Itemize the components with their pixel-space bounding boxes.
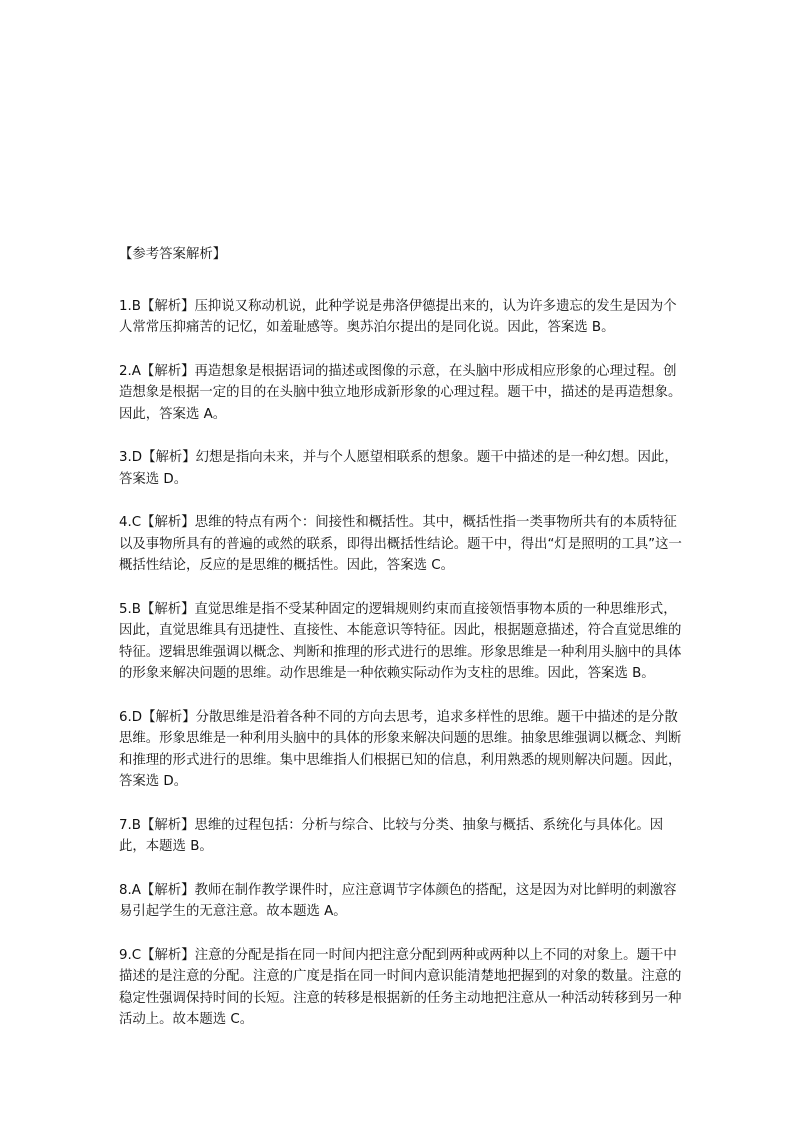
answer-item-8: 8.A【解析】教师在制作教学课件时，应注意调节字体颜色的搭配，这是因为对比鲜明的刺激容易引起学生的无意注意。故本题选 A。	[119, 882, 677, 919]
answer-item-2: 2.A【解析】再造想象是根据语词的描述或图像的示意，在头脑中形成相应形象的心理过程。创造想象是根据一定的目的在头脑中独立地形成新形象的心理过程。题干中，描述的是再造想象。因此，答案选 A。	[119, 363, 682, 422]
answer-item-9: 9.C【解析】注意的分配是指在同一时间内把注意分配到两种或两种以上不同的对象上。题干中描述的是注意的分配。注意的广度是指在同一时间内意识能清楚地把握到的对象的数量。注意的稳定性强调保持时间的长短。注意的转移是根据新的任务主动地把注意从一种活动转移到另一种活动上。故本题选 C。	[119, 947, 682, 1027]
answer-item-1: 1.B【解析】压抑说又称动机说，此种学说是弗洛伊德提出来的，认为许多遗忘的发生是因为个人常常压抑痛苦的记忆，如羞耻感等。奥苏泊尔提出的是同化说。因此，答案选 B。	[119, 298, 677, 335]
answer-item-7: 7.B【解析】思维的过程包括：分析与综合、比较与分类、抽象与概括、系统化与具体化。因此，本题选 B。	[119, 817, 664, 854]
answer-item-5: 5.B【解析】直觉思维是指不受某种固定的逻辑规则约束而直接领悟事物本质的一种思维形式，因此，直觉思维具有迅捷性、直接性、本能意识等特征。因此，根据题意描述，符合直觉思维的特征。逻辑思维强调以概念、判断和推理的形式进行的思维。形象思维是一种利用头脑中的具体的形象来解决问题的思维。动作思维是一种依赖实际动作为支柱的思维。因此，答案选 B。	[119, 601, 682, 681]
answer-item-4: 4.C【解析】思维的特点有两个：间接性和概括性。其中，概括性指一类事物所共有的本质特征以及事物所具有的普遍的或然的联系，即得出概括性结论。题干中，得出“灯是照明的工具”这一概括性结论，反应的是思维的概括性。因此，答案选 C。	[119, 515, 682, 573]
section-heading: 【参考答案解析】	[119, 247, 227, 262]
answer-item-6: 6.D【解析】分散思维是沿着各种不同的方向去思考，追求多样性的思维。题干中描述的是分散思维。形象思维是一种利用头脑中的具体的形象来解决问题的思维。抽象思维强调以概念、判断和推理的形式进行的思维。集中思维指人们根据已知的信息，利用熟悉的规则解决问题。因此，答案选 D。	[119, 709, 682, 789]
answer-item-3: 3.D【解析】幻想是指向未来，并与个人愿望相联系的想象。题干中描述的是一种幻想。因此，答案选 D。	[119, 450, 678, 487]
answer-explanations	[119, 244, 682, 1053]
